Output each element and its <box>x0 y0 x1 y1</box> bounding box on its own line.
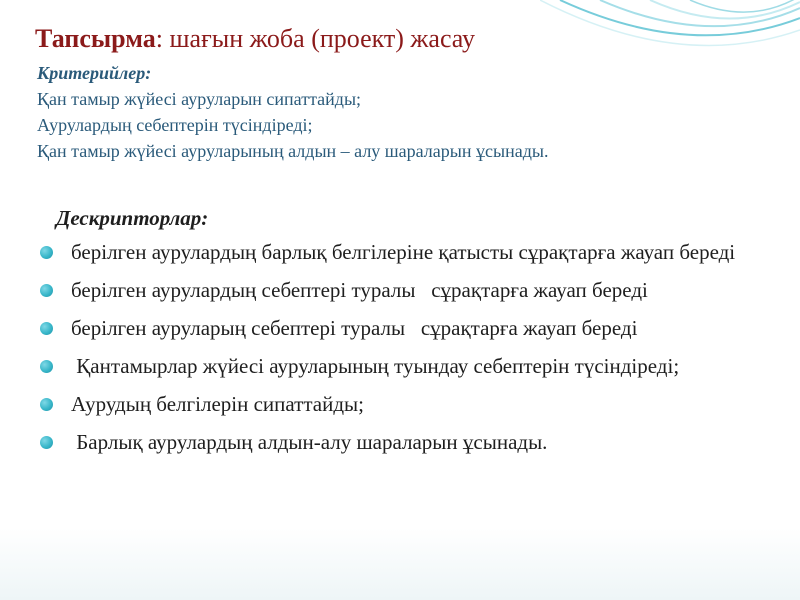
criteria-line: Қан тамыр жүйесі ауруларының алдын – алу шараларын ұсынады. <box>37 141 549 161</box>
title-rest: : шағын жоба (проект) жасау <box>155 24 476 53</box>
criteria-line: Аурулардың себептерін түсіндіреді; <box>37 115 313 135</box>
teal-circle-bullet-icon <box>40 322 53 335</box>
list-item-text: Барлық аурулардың алдын-алу шараларын ұсынады. <box>71 430 548 454</box>
list-item <box>40 237 760 268</box>
list-item <box>40 313 760 344</box>
list-item <box>40 389 760 420</box>
list-item <box>40 275 760 306</box>
descriptors-heading: Дескрипторлар: <box>56 206 209 230</box>
descriptors-list <box>40 237 760 458</box>
list-item-text: берілген ауруларың себептері туралы сұрақтарға жауап береді <box>71 316 638 340</box>
list-item <box>40 351 760 382</box>
criteria-heading: Критерийлер: <box>37 63 152 83</box>
teal-circle-bullet-icon <box>40 398 53 411</box>
list-item-text: Аурудың белгілерін сипаттайды; <box>71 392 364 416</box>
criteria-block <box>37 60 548 164</box>
descriptors-block <box>40 203 760 465</box>
slide-title <box>35 22 475 56</box>
corner-arcs-decoration-icon <box>540 0 800 70</box>
list-item-text: Қантамырлар жүйесі ауруларының туындау себептерін түсіндіреді; <box>71 354 680 378</box>
list-item-text: берілген аурулардың себептері туралы сұрақтарға жауап береді <box>71 278 648 302</box>
list-item <box>40 427 760 458</box>
teal-circle-bullet-icon <box>40 246 53 259</box>
criteria-line: Қан тамыр жүйесі ауруларын сипаттайды; <box>37 89 362 109</box>
teal-circle-bullet-icon <box>40 436 53 449</box>
teal-circle-bullet-icon <box>40 284 53 297</box>
list-item-text: берілген аурулардың барлық белгілеріне қатысты сұрақтарға жауап береді <box>71 240 736 264</box>
teal-circle-bullet-icon <box>40 360 53 373</box>
title-keyword: Тапсырма <box>35 24 156 53</box>
